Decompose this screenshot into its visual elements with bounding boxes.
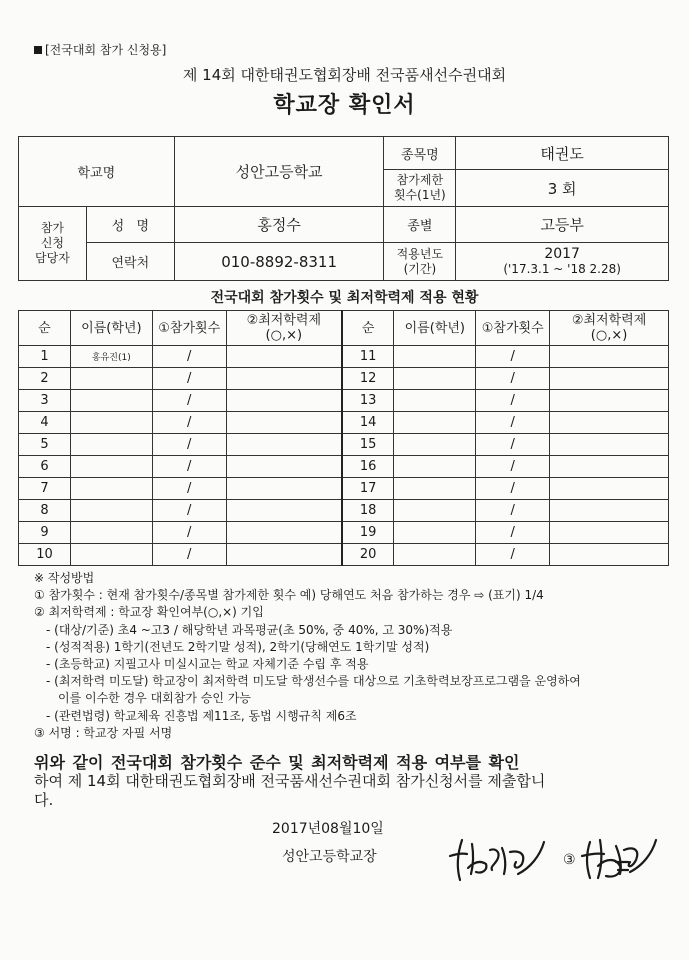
row-number: 16 (342, 456, 394, 478)
status-row (19, 434, 669, 456)
student-name (394, 500, 476, 522)
col-no-header: 순 (19, 311, 71, 346)
participation-count: / (476, 368, 550, 390)
status-row (19, 456, 669, 478)
status-row (19, 500, 669, 522)
confirmation-statement (34, 753, 659, 810)
event-label: 종목명 (384, 137, 456, 170)
minimum-grade-check (226, 412, 342, 434)
competition-title: 제 14회 대한태권도협회장배 전국품새선수권대회 (182, 66, 507, 84)
status-row (19, 390, 669, 412)
minimum-grade-check (550, 522, 669, 544)
event-value: 태권도 (456, 137, 669, 170)
status-section-title: 전국대회 참가횟수 및 최저학력제 적용 현황 (210, 290, 479, 306)
participation-count: / (152, 500, 226, 522)
participation-count: / (476, 544, 550, 566)
note-2e: - (관련법령) 학교체육 진흥법 제11조, 동법 시행규칙 제6조 (46, 708, 357, 723)
row-number: 13 (342, 390, 394, 412)
row-number: 20 (342, 544, 394, 566)
row-number: 4 (19, 412, 71, 434)
col-name-header: 이름(학년) (70, 311, 152, 346)
student-name (394, 412, 476, 434)
form-type-label: [전국대회 참가 신청용] (45, 43, 167, 57)
minimum-grade-check (226, 346, 342, 368)
contact-group-line3: 담당자 (35, 251, 70, 265)
document-title: 학교장 확인서 (273, 93, 416, 118)
minimum-grade-check (550, 456, 669, 478)
limit-label-line1: 참가제한 (396, 173, 444, 187)
participation-count: / (476, 478, 550, 500)
row-number: 17 (342, 478, 394, 500)
row-number: 14 (342, 412, 394, 434)
limit-label (384, 170, 456, 207)
row-number: 5 (19, 434, 71, 456)
status-row (19, 478, 669, 500)
contact-group-line1: 참가 (40, 221, 65, 235)
category-label: 종별 (384, 207, 456, 243)
participation-count: / (152, 434, 226, 456)
writing-instructions (34, 570, 664, 742)
col-count-header: ①참가횟수 (152, 311, 226, 346)
school-label: 학교명 (19, 137, 175, 207)
note-2: ② 최저학력제 : 학교장 확인여부(○,×) 기입 (34, 605, 264, 620)
student-name (394, 544, 476, 566)
row-number: 6 (19, 456, 71, 478)
col-grade-header (226, 311, 342, 346)
participation-count: / (152, 390, 226, 412)
col-grade-header-line1: ②최저학력제 (246, 313, 322, 328)
square-bullet-icon (34, 46, 42, 54)
minimum-grade-check (550, 346, 669, 368)
status-row (19, 346, 669, 368)
minimum-grade-check (550, 434, 669, 456)
participation-count: / (152, 368, 226, 390)
row-number: 15 (342, 434, 394, 456)
sign-mark-label: ③ (563, 852, 576, 868)
student-name (394, 522, 476, 544)
limit-value: 3 회 (456, 170, 669, 207)
minimum-grade-check (226, 500, 342, 522)
minimum-grade-check (226, 456, 342, 478)
status-row (19, 522, 669, 544)
col-grade-header-right (550, 311, 669, 346)
participation-count: / (152, 346, 226, 368)
participation-count: / (152, 456, 226, 478)
note-2c: - (초등학교) 지필고사 미실시교는 학교 자체기준 수립 후 적용 (46, 657, 369, 672)
signing-date: 2017년08월10일 (272, 821, 384, 837)
participation-count: / (476, 412, 550, 434)
notes-heading: ※ 작성방법 (34, 571, 95, 585)
row-number: 11 (342, 346, 394, 368)
year-value-line2: ('17.3.1 ~ '18 2.28) (503, 261, 621, 276)
row-number: 9 (19, 522, 71, 544)
minimum-grade-check (226, 368, 342, 390)
note-1: ① 참가횟수 : 현재 참가횟수/종목별 참가제한 횟수 예) 당해연도 처음 참가하는 경우 ⇨ (표기) 1/4 (34, 588, 544, 603)
status-row (19, 544, 669, 566)
student-name (70, 390, 152, 412)
row-number: 18 (342, 500, 394, 522)
year-value-line1: 2017 (544, 245, 580, 262)
category-value: 고등부 (456, 207, 669, 243)
student-name (70, 412, 152, 434)
student-name (70, 368, 152, 390)
student-name (70, 544, 152, 566)
year-label (384, 243, 456, 281)
status-row (19, 412, 669, 434)
student-name (394, 346, 476, 368)
participation-count: / (152, 544, 226, 566)
student-name (394, 456, 476, 478)
note-2a: - (대상/기준) 초4 ~고3 / 해당학년 과목평균(초 50%, 중 40%, 고 30%)적용 (46, 622, 453, 637)
phone-label: 연락처 (86, 243, 174, 281)
confirmation-line3: 다. (34, 791, 54, 809)
row-number: 7 (19, 478, 71, 500)
row-number: 2 (19, 368, 71, 390)
student-name (70, 434, 152, 456)
row-number: 1 (19, 346, 71, 368)
participation-count: / (152, 522, 226, 544)
participation-count: / (152, 412, 226, 434)
principal-title: 성안고등학교장 (282, 849, 377, 865)
minimum-grade-check (550, 544, 669, 566)
row-number: 3 (19, 390, 71, 412)
note-2d: - (최저학력 미도달) 학교장이 최저학력 미도달 학생선수를 대상으로 기초학력보장프로그램을 운영하여 (46, 674, 581, 689)
status-header-row (19, 311, 669, 346)
minimum-grade-check (226, 478, 342, 500)
limit-label-line2: 횟수(1년) (393, 188, 446, 202)
minimum-grade-check (550, 390, 669, 412)
note-3: ③ 서명 : 학교장 자필 서명 (34, 725, 173, 740)
participation-count: / (476, 522, 550, 544)
student-name (394, 368, 476, 390)
name-value: 홍정수 (174, 207, 384, 243)
note-2d-continued: 이를 이수한 경우 대회참가 승인 가능 (58, 691, 251, 706)
contact-group-line2: 신청 (40, 236, 65, 250)
status-table (18, 310, 669, 566)
student-name: 홍유진(1) (70, 346, 152, 368)
minimum-grade-check (226, 434, 342, 456)
minimum-grade-check (226, 390, 342, 412)
contact-group-label (19, 207, 87, 281)
school-value: 성안고등학교 (174, 137, 384, 207)
year-value (456, 243, 669, 281)
row-number: 19 (342, 522, 394, 544)
student-name (70, 522, 152, 544)
participation-count: / (152, 478, 226, 500)
info-table (18, 136, 669, 281)
row-number: 8 (19, 500, 71, 522)
name-label: 성 명 (86, 207, 174, 243)
form-type-tag (34, 41, 166, 58)
phone-value: 010-8892-8311 (174, 243, 384, 281)
minimum-grade-check (550, 368, 669, 390)
student-name (394, 434, 476, 456)
col-count-header-right: ①참가횟수 (476, 311, 550, 346)
participation-count: / (476, 434, 550, 456)
col-name-header-right: 이름(학년) (394, 311, 476, 346)
student-name (70, 456, 152, 478)
minimum-grade-check (226, 544, 342, 566)
student-name (394, 478, 476, 500)
minimum-grade-check (550, 500, 669, 522)
confirmation-line2: 하여 제 14회 대한태권도협회장배 전국품새선수권대회 참가신청서를 제출합니 (34, 772, 546, 790)
year-label-line2: (기간) (403, 261, 437, 276)
minimum-grade-check (550, 478, 669, 500)
col-grade-header-line2: (○,×) (265, 328, 303, 343)
col-grade-header-right-line1: ②최저학력제 (571, 313, 647, 328)
minimum-grade-check (226, 522, 342, 544)
status-row (19, 368, 669, 390)
student-name (70, 500, 152, 522)
confirmation-line1: 위와 같이 전국대회 참가횟수 준수 및 최저학력제 적용 여부를 확인 (34, 753, 520, 772)
participation-count: / (476, 346, 550, 368)
student-name (70, 478, 152, 500)
handwritten-signature (440, 822, 680, 892)
row-number: 12 (342, 368, 394, 390)
participation-count: / (476, 456, 550, 478)
row-number: 10 (19, 544, 71, 566)
year-label-line1: 적용년도 (396, 246, 444, 261)
col-no-header-right: 순 (342, 311, 394, 346)
minimum-grade-check (550, 412, 669, 434)
note-2b: - (성적적용) 1학기(전년도 2학기말 성적), 2학기(당해연도 1학기말 성적) (46, 639, 430, 654)
student-name (394, 390, 476, 412)
col-grade-header-right-line2: (○,×) (590, 328, 628, 343)
participation-count: / (476, 500, 550, 522)
participation-count: / (476, 390, 550, 412)
